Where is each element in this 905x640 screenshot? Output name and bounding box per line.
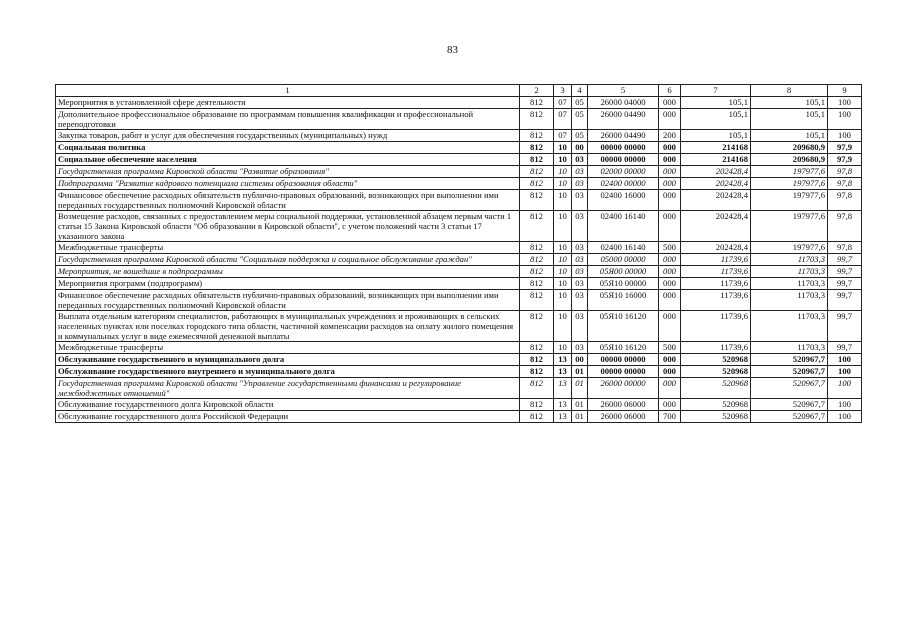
table-row	[56, 97, 862, 109]
cell-section: 10	[554, 154, 572, 166]
cell-percent: 99,7	[828, 278, 862, 290]
cell-expense-type: 000	[659, 190, 681, 211]
cell-target-article: 00000 00000	[588, 154, 659, 166]
cell-subsection: 03	[572, 166, 588, 178]
cell-name: Социальное обеспечение населения	[56, 154, 520, 166]
cell-percent: 100	[828, 399, 862, 411]
cell-expense-type: 000	[659, 278, 681, 290]
cell-name: Дополнительное профессиональное образование по программам повышения квалификации и профессиональной переподготовки	[56, 109, 520, 130]
cell-name: Государственная программа Кировской области "Социальная поддержка и социальное обслуживание граждан"	[56, 254, 520, 266]
cell-target-article: 05000 00000	[588, 254, 659, 266]
cell-expense-type: 700	[659, 411, 681, 423]
cell-expense-type: 000	[659, 166, 681, 178]
cell-executed: 209680,9	[751, 142, 828, 154]
table-row	[56, 411, 862, 423]
cell-target-article: 05Я00 00000	[588, 266, 659, 278]
cell-executed: 209680,9	[751, 154, 828, 166]
cell-planned: 214168	[681, 142, 751, 154]
cell-expense-type: 000	[659, 178, 681, 190]
cell-planned: 520968	[681, 354, 751, 366]
cell-target-article: 00000 00000	[588, 142, 659, 154]
cell-admin-code: 812	[520, 342, 554, 354]
header-col-8: 8	[751, 85, 828, 97]
table-row	[56, 254, 862, 266]
cell-target-article: 26000 06000	[588, 399, 659, 411]
cell-admin-code: 812	[520, 311, 554, 342]
cell-name: Финансовое обеспечение расходных обязательств публично-правовых образований, возникающих при выполнении ими переданных государственных полномочий Кировской области	[56, 290, 520, 311]
cell-expense-type: 500	[659, 242, 681, 254]
cell-subsection: 03	[572, 154, 588, 166]
cell-section: 10	[554, 254, 572, 266]
cell-percent: 99,7	[828, 266, 862, 278]
cell-percent: 100	[828, 97, 862, 109]
cell-expense-type: 200	[659, 130, 681, 142]
cell-executed: 197977,6	[751, 190, 828, 211]
cell-planned: 520968	[681, 378, 751, 399]
table-row	[56, 366, 862, 378]
cell-section: 07	[554, 97, 572, 109]
cell-subsection: 05	[572, 109, 588, 130]
cell-percent: 99,7	[828, 254, 862, 266]
cell-percent: 97,9	[828, 142, 862, 154]
cell-target-article: 26000 04490	[588, 130, 659, 142]
cell-percent: 100	[828, 411, 862, 423]
cell-name: Обслуживание государственного долга Российской Федерации	[56, 411, 520, 423]
cell-section: 10	[554, 342, 572, 354]
cell-section: 13	[554, 366, 572, 378]
cell-expense-type: 000	[659, 97, 681, 109]
cell-planned: 11739,6	[681, 311, 751, 342]
cell-subsection: 03	[572, 211, 588, 242]
cell-expense-type: 000	[659, 354, 681, 366]
cell-executed: 520967,7	[751, 366, 828, 378]
cell-expense-type: 000	[659, 254, 681, 266]
cell-name: Закупка товаров, работ и услуг для обеспечения государственных (муниципальных) нужд	[56, 130, 520, 142]
cell-section: 10	[554, 190, 572, 211]
cell-subsection: 03	[572, 290, 588, 311]
cell-planned: 214168	[681, 154, 751, 166]
cell-percent: 100	[828, 354, 862, 366]
cell-name: Межбюджетные трансферты	[56, 242, 520, 254]
cell-expense-type: 000	[659, 378, 681, 399]
cell-section: 10	[554, 242, 572, 254]
cell-name: Обслуживание государственного и муниципального долга	[56, 354, 520, 366]
cell-executed: 11703,3	[751, 266, 828, 278]
cell-admin-code: 812	[520, 142, 554, 154]
cell-subsection: 03	[572, 242, 588, 254]
cell-expense-type: 000	[659, 266, 681, 278]
cell-planned: 202428,4	[681, 190, 751, 211]
cell-admin-code: 812	[520, 130, 554, 142]
cell-percent: 97,8	[828, 178, 862, 190]
cell-executed: 520967,7	[751, 399, 828, 411]
cell-name: Обслуживание государственного долга Кировской области	[56, 399, 520, 411]
cell-admin-code: 812	[520, 154, 554, 166]
table-header-row	[56, 85, 862, 97]
cell-name: Возмещение расходов, связанных с предоставлением меры социальной поддержки, установленной абзацем первым части 1 статьи 15 Закона Кировской области "Об образовании в Кировской области", с учетом положений части 3 статьи 17 указанного закона	[56, 211, 520, 242]
cell-expense-type: 000	[659, 154, 681, 166]
cell-admin-code: 812	[520, 190, 554, 211]
cell-percent: 97,9	[828, 154, 862, 166]
table-row	[56, 266, 862, 278]
cell-target-article: 02400 16140	[588, 211, 659, 242]
table-row	[56, 290, 862, 311]
cell-target-article: 26000 04490	[588, 109, 659, 130]
cell-planned: 11739,6	[681, 254, 751, 266]
cell-planned: 520968	[681, 366, 751, 378]
cell-planned: 105,1	[681, 109, 751, 130]
header-col-5: 5	[588, 85, 659, 97]
cell-admin-code: 812	[520, 266, 554, 278]
table-row	[56, 399, 862, 411]
cell-target-article: 05Я10 16120	[588, 311, 659, 342]
cell-percent: 99,7	[828, 290, 862, 311]
cell-target-article: 05Я10 16000	[588, 290, 659, 311]
cell-subsection: 01	[572, 366, 588, 378]
cell-percent: 99,7	[828, 342, 862, 354]
table-row	[56, 178, 862, 190]
cell-target-article: 02400 00000	[588, 178, 659, 190]
cell-target-article: 26000 04000	[588, 97, 659, 109]
cell-name: Мероприятия, не вошедшие в подпрограммы	[56, 266, 520, 278]
table-body	[56, 97, 862, 423]
cell-percent: 100	[828, 130, 862, 142]
cell-section: 13	[554, 411, 572, 423]
header-col-4: 4	[572, 85, 588, 97]
cell-subsection: 01	[572, 399, 588, 411]
cell-planned: 105,1	[681, 97, 751, 109]
cell-section: 07	[554, 109, 572, 130]
header-col-9: 9	[828, 85, 862, 97]
table-row	[56, 109, 862, 130]
cell-planned: 11739,6	[681, 342, 751, 354]
cell-subsection: 03	[572, 254, 588, 266]
cell-planned: 11739,6	[681, 290, 751, 311]
table-row	[56, 242, 862, 254]
cell-target-article: 05Я10 00000	[588, 278, 659, 290]
cell-subsection: 01	[572, 411, 588, 423]
cell-planned: 11739,6	[681, 278, 751, 290]
cell-target-article: 02400 16000	[588, 190, 659, 211]
cell-percent: 100	[828, 366, 862, 378]
cell-admin-code: 812	[520, 254, 554, 266]
cell-section: 13	[554, 354, 572, 366]
cell-section: 10	[554, 278, 572, 290]
cell-executed: 197977,6	[751, 166, 828, 178]
cell-executed: 197977,6	[751, 211, 828, 242]
cell-percent: 100	[828, 109, 862, 130]
cell-expense-type: 000	[659, 290, 681, 311]
cell-name: Государственная программа Кировской области "Управление государственными финансами и регулирование межбюджетных отношений"	[56, 378, 520, 399]
cell-target-article: 00000 00000	[588, 366, 659, 378]
cell-name: Финансовое обеспечение расходных обязательств публично-правовых образований, возникающих при выполнении ими переданных государственных полномочий Кировской области	[56, 190, 520, 211]
cell-name: Подпрограмма "Развитие кадрового потенциала системы образования области"	[56, 178, 520, 190]
cell-executed: 105,1	[751, 109, 828, 130]
cell-planned: 520968	[681, 411, 751, 423]
cell-executed: 11703,3	[751, 278, 828, 290]
cell-section: 10	[554, 266, 572, 278]
cell-executed: 11703,3	[751, 254, 828, 266]
cell-executed: 11703,3	[751, 311, 828, 342]
cell-planned: 105,1	[681, 130, 751, 142]
cell-planned: 202428,4	[681, 166, 751, 178]
cell-target-article: 26000 00000	[588, 378, 659, 399]
cell-expense-type: 000	[659, 366, 681, 378]
cell-percent: 99,7	[828, 311, 862, 342]
table-row	[56, 354, 862, 366]
cell-expense-type: 000	[659, 211, 681, 242]
cell-target-article: 02000 00000	[588, 166, 659, 178]
cell-executed: 105,1	[751, 130, 828, 142]
table-row	[56, 142, 862, 154]
table-row	[56, 211, 862, 242]
header-col-7: 7	[681, 85, 751, 97]
cell-section: 10	[554, 290, 572, 311]
table-row	[56, 378, 862, 399]
header-col-1: 1	[56, 85, 520, 97]
cell-expense-type: 000	[659, 109, 681, 130]
cell-name: Мероприятия программ (подпрограмм)	[56, 278, 520, 290]
cell-executed: 197977,6	[751, 178, 828, 190]
cell-target-article: 26000 06000	[588, 411, 659, 423]
cell-planned: 520968	[681, 399, 751, 411]
cell-admin-code: 812	[520, 399, 554, 411]
cell-admin-code: 812	[520, 366, 554, 378]
cell-section: 10	[554, 142, 572, 154]
cell-subsection: 01	[572, 378, 588, 399]
cell-admin-code: 812	[520, 97, 554, 109]
cell-admin-code: 812	[520, 211, 554, 242]
cell-expense-type: 000	[659, 399, 681, 411]
cell-percent: 97,8	[828, 190, 862, 211]
cell-admin-code: 812	[520, 178, 554, 190]
cell-subsection: 00	[572, 142, 588, 154]
budget-table	[55, 84, 862, 423]
cell-executed: 11703,3	[751, 342, 828, 354]
cell-executed: 520967,7	[751, 378, 828, 399]
cell-name: Государственная программа Кировской области "Развитие образования"	[56, 166, 520, 178]
page-number: 83	[447, 44, 458, 56]
table-row	[56, 166, 862, 178]
cell-expense-type: 000	[659, 142, 681, 154]
cell-subsection: 05	[572, 97, 588, 109]
header-col-3: 3	[554, 85, 572, 97]
cell-subsection: 03	[572, 190, 588, 211]
cell-percent: 97,8	[828, 166, 862, 178]
cell-percent: 97,8	[828, 242, 862, 254]
cell-section: 13	[554, 378, 572, 399]
cell-section: 10	[554, 311, 572, 342]
cell-subsection: 05	[572, 130, 588, 142]
cell-target-article: 02400 16140	[588, 242, 659, 254]
cell-admin-code: 812	[520, 166, 554, 178]
cell-name: Выплата отдельным категориям специалистов, работающих в муниципальных учреждениях и проживающих в сельских населенных пунктах или поселках городского типа области, частичной компенсации расходов на оплату жилого помещения и коммунальных услуг в виде ежемесячной денежной выплаты	[56, 311, 520, 342]
cell-expense-type: 000	[659, 311, 681, 342]
table-row	[56, 278, 862, 290]
cell-planned: 202428,4	[681, 211, 751, 242]
table-row	[56, 154, 862, 166]
cell-section: 07	[554, 130, 572, 142]
cell-subsection: 00	[572, 354, 588, 366]
cell-subsection: 03	[572, 178, 588, 190]
cell-subsection: 03	[572, 311, 588, 342]
cell-executed: 197977,6	[751, 242, 828, 254]
cell-expense-type: 500	[659, 342, 681, 354]
cell-executed: 520967,7	[751, 354, 828, 366]
cell-planned: 202428,4	[681, 242, 751, 254]
cell-section: 13	[554, 399, 572, 411]
table-row	[56, 190, 862, 211]
cell-planned: 11739,6	[681, 266, 751, 278]
cell-executed: 105,1	[751, 97, 828, 109]
cell-admin-code: 812	[520, 109, 554, 130]
cell-section: 10	[554, 166, 572, 178]
table-row	[56, 130, 862, 142]
cell-section: 10	[554, 211, 572, 242]
cell-percent: 97,8	[828, 211, 862, 242]
cell-subsection: 03	[572, 266, 588, 278]
cell-admin-code: 812	[520, 354, 554, 366]
cell-target-article: 05Я10 16120	[588, 342, 659, 354]
cell-executed: 520967,7	[751, 411, 828, 423]
cell-name: Мероприятия в установленной сфере деятельности	[56, 97, 520, 109]
header-col-2: 2	[520, 85, 554, 97]
table-row	[56, 311, 862, 342]
cell-percent: 100	[828, 378, 862, 399]
cell-admin-code: 812	[520, 411, 554, 423]
cell-section: 10	[554, 178, 572, 190]
cell-name: Социальная политика	[56, 142, 520, 154]
cell-planned: 202428,4	[681, 178, 751, 190]
cell-executed: 11703,3	[751, 290, 828, 311]
cell-admin-code: 812	[520, 290, 554, 311]
cell-subsection: 03	[572, 278, 588, 290]
table-row	[56, 342, 862, 354]
cell-admin-code: 812	[520, 242, 554, 254]
cell-target-article: 00000 00000	[588, 354, 659, 366]
cell-name: Межбюджетные трансферты	[56, 342, 520, 354]
cell-admin-code: 812	[520, 278, 554, 290]
cell-admin-code: 812	[520, 378, 554, 399]
header-col-6: 6	[659, 85, 681, 97]
cell-subsection: 03	[572, 342, 588, 354]
cell-name: Обслуживание государственного внутреннего и муниципального долга	[56, 366, 520, 378]
